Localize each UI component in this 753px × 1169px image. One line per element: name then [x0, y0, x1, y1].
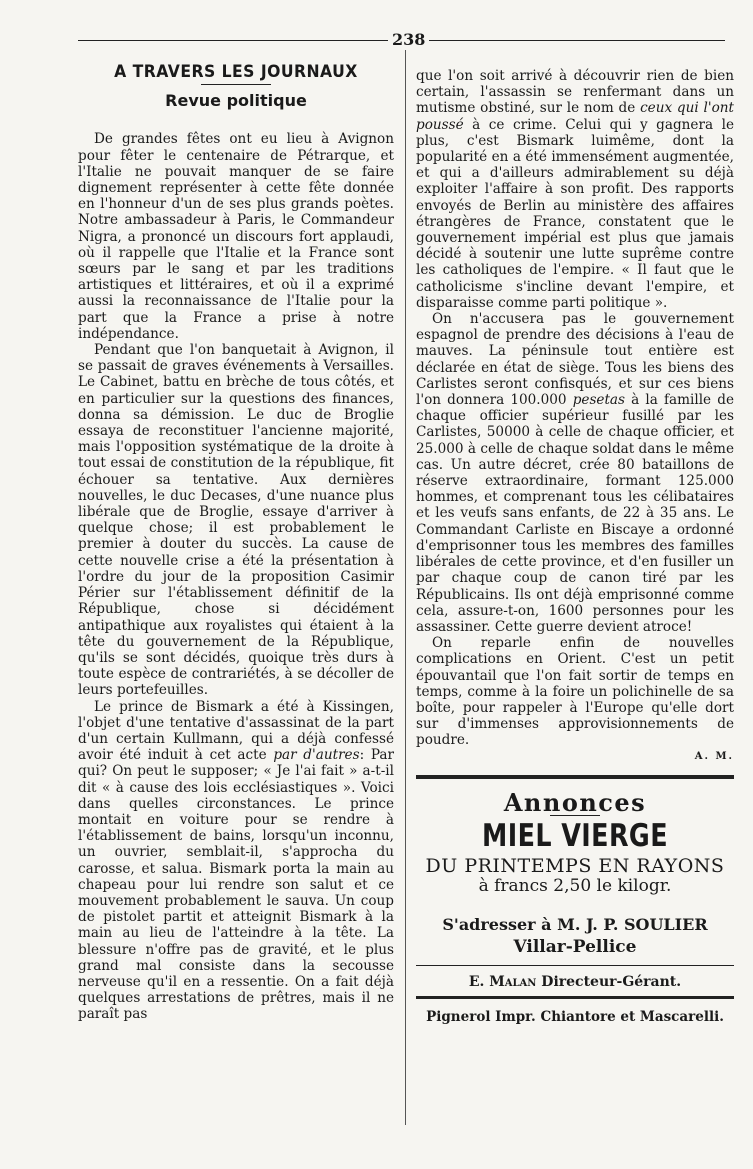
spain-text-a: On n'accusera pas le gouvernement espagnol de prendre des décisions à l'eau de mauves. La péninsule tout entière est déclarée en état de siège. Tous les biens des Carlistes seront confisqués, et sur ces biens l'on donnera 100.000: [416, 311, 734, 409]
continuation-emphasis: ceux qui l'ont poussé: [416, 100, 734, 133]
paragraph-avignon: De grandes fêtes ont eu lieu à Avignon pour fêter le centenaire de Pétrarque, et l'Italie ne pouvait manquer de se faire dignement représenter à cette fête donnée en l'honneur d'un de ses plus grands poètes. Notre ambassadeur à Paris, le Commandeur Nigra, a prononcé un discours fort applaudi, où il rappelle que l'Italie et la France sont sœurs par le sang et par les traditions artistiques et littéraires, et où il a exprimé aussi la reconnaissance de l'Italie pour la part que la France a prise à notre indépendance.: [78, 131, 394, 342]
left-column: [78, 58, 394, 1023]
article-signature: A. M.: [694, 750, 734, 762]
bismark-text-a: Le prince de Bismark a été à Kissingen, l'objet d'une tentative d'assassinat de la part d'un certain Kullmann, qui a déjà confessé avoir été induit à cet acte: [78, 698, 394, 764]
ads-section: [416, 775, 734, 1026]
printer-line: Pignerol Impr. Chiantore et Mascarelli.: [426, 1009, 724, 1026]
bismark-emphasis: par d'autres: [273, 747, 360, 764]
ad-contact-place: Villar-Pellice: [513, 936, 637, 957]
director-line: [416, 965, 734, 999]
ad-product: MIEL VIERGE: [482, 817, 668, 854]
paragraph-spain: [416, 311, 734, 635]
section-title: A TRAVERS LES JOURNAUX: [114, 62, 358, 82]
ad-price: à francs 2,50 le kilogr.: [478, 876, 672, 897]
ad-product-sub: DU PRINTEMPS EN RAYONS: [425, 855, 725, 878]
director-title: Directeur-Gérant.: [536, 973, 682, 990]
page-number: 238: [388, 30, 429, 49]
title-rule: [201, 84, 271, 85]
paragraph-bismark: [78, 699, 394, 1023]
right-column: [416, 68, 734, 1025]
bismark-text-b: : Par qui? On peut le supposer; « Je l'ai fait » a-t-il dit « à cause des lois ecclésiastiques ». Voici dans quelles circonstances. Le prince montait en voiture pour se rendre à l'établissement de bains, lorsqu'un inconnu, un ouvrier, semblait-il, s'approcha du carosse, et salua. Bismark porta la main au chapeau pour lui rendre son salut et ce mouvement probablement le sauva. Un coup de pistolet partit et atteignit Bismark à la main au lieu de l'atteindre à la tête. La blessure n'offre pas de gravité, et le plus grand mal consiste dans la secousse nerveuse qu'il en a ressentie. On a fait déjà quelques arrestations de prêtres, mais il ne paraît pas: [78, 747, 394, 1023]
ad-contact: S'adresser à M. J. P. SOULIER: [442, 914, 708, 934]
paragraph-versailles: Pendant que l'on banquetait à Avignon, il se passait de graves événements à Versailles. Le Cabinet, battu en brèche de tous côtés, et en particulier sur la questions des finances, donna sa démission. Le duc de Broglie essaya de reconstituer l'ancienne majorité, mais l'opposition systématique de la droite à tout essai de constitution de la république, fit échouer sa tentative. Aux dernières nouvelles, le duc Decases, d'une nuance plus libérale que de Broglie, essaye d'arriver à quelque chose; il est probablement le premier à douter du succès. La cause de cette nouvelle crise a été la présentation à l'ordre du jour de la proposition Casimir Périer sur l'établissement définitif de la République, chose si décidément antipathique aux royalistes qui étaient à la tête du gouvernement de la République, qu'ils se sont décidés, quoique très durs à toute espèce de contrariétés, à se décoller de leurs portefeuilles.: [78, 342, 394, 699]
continuation-text-a: que l'on soit arrivé à découvrir rien de bien certain, l'assassin se renfermant dans un mutisme obstiné, sur le nom de: [416, 68, 734, 117]
ads-title: Annonces: [503, 787, 647, 817]
paragraph-continuation: [416, 68, 734, 311]
continuation-text-b: à ce crime. Celui qui y gagnera le plus, c'est Bismark luimême, dont la popularité en a été immensément augmentée, et qui a d'ailleurs admirablement su déjà exploiter l'affaire à son profit. Des rapports envoyés de Berlin au ministère des affaires étrangères de France, constatent que le gouvernement impérial est plus que jamais décidé à soutenir une lutte suprême contre les catholiques de l'empire. « Il faut que le catholicisme s'incline devant l'empire, et disparaisse comme parti politique ».: [416, 116, 734, 311]
paragraph-orient: On reparle enfin de nouvelles complications en Orient. C'est un petit épouvantail que l'on fait sortir de temps en temps, comme à la foire un polichinelle de sa boîte, pour rappeler à l'Europe qu'elle dort sur d'immenses approvisionnements de poudre.: [416, 635, 734, 749]
director-name: E. Malan: [468, 973, 537, 990]
column-divider: [405, 50, 406, 1125]
spain-emphasis: pesetas: [572, 392, 626, 409]
subsection-title: Revue politique: [165, 91, 307, 111]
spain-text-b: à la famille de chaque officier supérieur fusillé par les Carlistes, 50000 à celle de chaque officier, et 25.000 à celle de chaque soldat dans le même cas. Un autre décret, crée 80 bataillons de réserve extraordinaire, formant 125.000 hommes, et comprenant tous les célibataires et les veufs sans enfants, de 22 à 35 ans. Le Commandant Carliste en Biscaye a ordonné d'emprisonner tous les membres des familles libérales de cette province, et d'en fusiller un par chaque coup de canon tiré par les Républicains. Ils ont déjà emprisonné comme cela, assure-t-on, 1600 personnes pour les assassiner. Cette guerre devient atroce!: [416, 392, 734, 635]
